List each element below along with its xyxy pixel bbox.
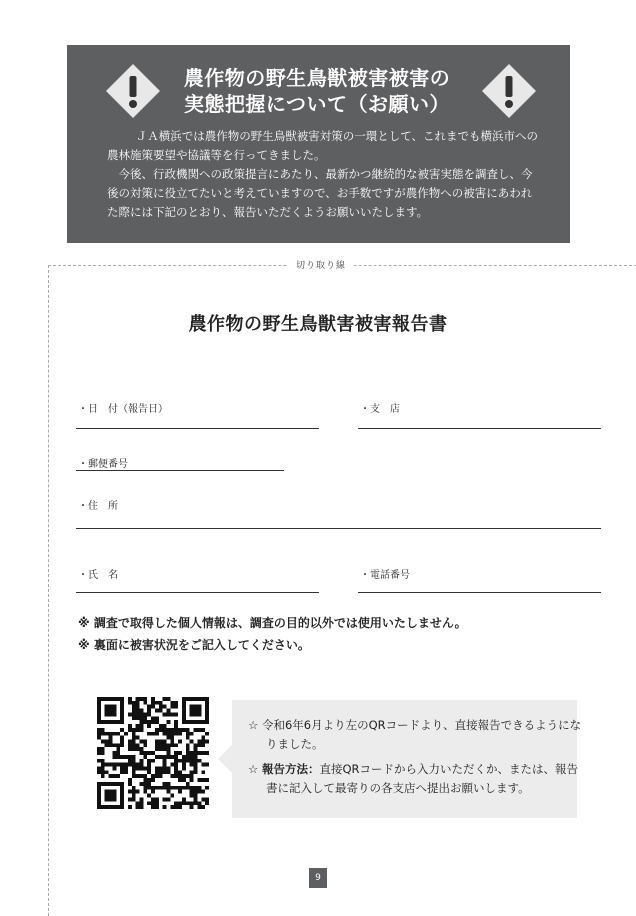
date-field[interactable] bbox=[76, 428, 319, 429]
postal-code-label: ・郵便番号 bbox=[78, 459, 128, 470]
info-item-method bbox=[248, 760, 586, 798]
date-label: ・日 付（報告日） bbox=[78, 404, 168, 415]
form-notes bbox=[78, 612, 467, 656]
postal-code-field[interactable] bbox=[76, 470, 284, 471]
reverse-side-note: ※ 裏面に被害状況をご記入してください。 bbox=[78, 638, 310, 652]
cut-line-label: 切り取り線 bbox=[288, 258, 354, 271]
branch-label: ・支 店 bbox=[360, 404, 400, 415]
method-text: 直接QRコードから入力いただくか、または、報告書に記入して最寄りの各支店へ提出お願いします。 bbox=[266, 762, 579, 795]
star-icon: ☆ bbox=[248, 762, 262, 776]
warning-icon bbox=[481, 63, 537, 119]
name-label: ・氏 名 bbox=[78, 570, 118, 581]
form-title: 農作物の野生鳥獣害被害報告書 bbox=[188, 314, 448, 335]
banner-title-line1: 農作物の野生鳥獣被害被害の bbox=[183, 66, 451, 90]
cut-line bbox=[48, 265, 636, 916]
banner-title bbox=[167, 65, 467, 117]
branch-field[interactable] bbox=[358, 428, 601, 429]
method-label: 報告方法： bbox=[261, 762, 320, 776]
banner-title-line2: 実態把握について（お願い） bbox=[183, 92, 451, 116]
notice-banner bbox=[67, 45, 570, 243]
banner-paragraph-2: 今後、行政機関への政策提言にあたり、最新かつ継続的な被害実態を調査し、今後の対策に役立てたいと考えていますので、お手数ですが農作物への被害にあわれた際には下記のとおり、報告いただくようお願いいたします。 bbox=[107, 167, 533, 219]
banner-paragraph-1: ＪＡ横浜では農作物の野生鳥獣被害対策の一環として、これまでも横浜市への農林施策要望や協議等を行ってきました。 bbox=[107, 129, 539, 162]
qr-code[interactable] bbox=[97, 697, 209, 809]
banner-body bbox=[107, 127, 539, 222]
warning-icon bbox=[105, 63, 161, 119]
name-field[interactable] bbox=[76, 592, 319, 593]
info-item-qr: ☆ 令和6年6月より左のQRコードより、直接報告できるようになりました。 bbox=[248, 718, 582, 751]
address-field[interactable] bbox=[76, 528, 601, 529]
phone-field[interactable] bbox=[358, 592, 601, 593]
page-number: 9 bbox=[309, 868, 327, 888]
info-pointer bbox=[218, 745, 232, 773]
address-label: ・住 所 bbox=[78, 501, 118, 512]
privacy-note: ※ 調査で取得した個人情報は、調査の目的以外では使用いたしません。 bbox=[78, 616, 467, 630]
phone-label: ・電話番号 bbox=[360, 570, 410, 581]
